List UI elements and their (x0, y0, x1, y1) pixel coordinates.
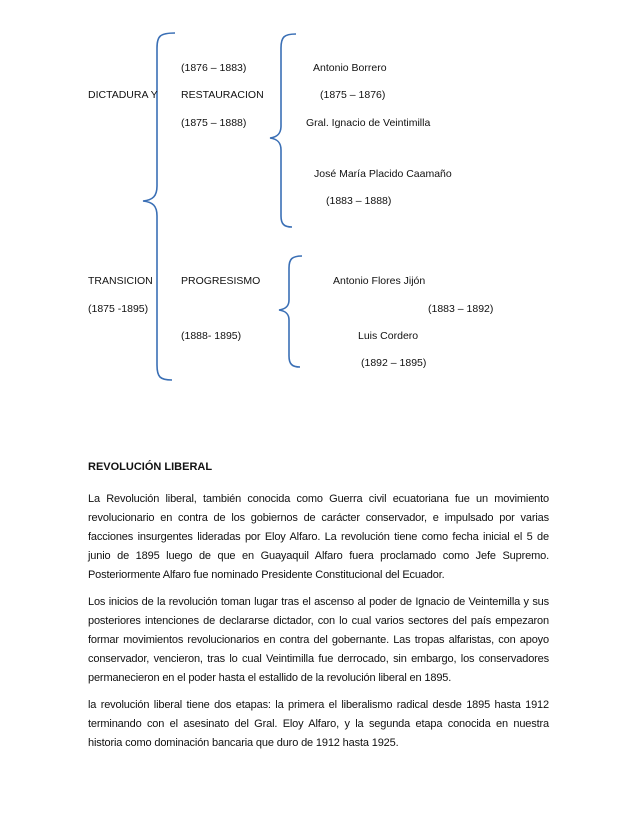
main-brace (143, 33, 175, 380)
paragraph: La Revolución liberal, también conocida como Guerra civil ecuatoriana fue un movimiento revolucionario en contra de los gobiernos de carácter conservador, e impulsado por varias facciones insurgentes lideradas por Eloy Alfaro. La revolución tiene como fecha inicial el 5 de junio de 1895 luego de que en Guayaquil Alfaro fuera proclamado como Jefe Supremo. Posteriormente Alfaro fue nominado Presidente Constitucional del Ecuador. (88, 493, 549, 581)
transicion-label: TRANSICION (88, 275, 153, 287)
progresismo-years: (1888- 1895) (181, 330, 242, 342)
restauracion-years-end: (1875 – 1888) (181, 117, 247, 129)
leader-name: Antonio Flores Jijón (333, 275, 426, 287)
dictadura-label: DICTADURA Y (88, 89, 158, 101)
leader-years: (1883 – 1892) (428, 303, 494, 315)
restauracion-label: RESTAURACION (181, 89, 264, 101)
section-heading: REVOLUCIÓN LIBERAL (88, 461, 213, 473)
article-body (88, 490, 549, 761)
leader-name: Antonio Borrero (313, 62, 387, 74)
leader-name: Gral. Ignacio de Veintimilla (306, 117, 431, 129)
restauracion-brace (270, 34, 296, 227)
leader-years: (1875 – 1876) (320, 89, 386, 101)
leader-years: (1892 – 1895) (361, 357, 427, 369)
leader-name: Luis Cordero (358, 330, 419, 342)
paragraph: la revolución liberal tiene dos etapas: la primera el liberalismo radical desde 1895 hasta 1912 terminando con el asesinato del Gral. Eloy Alfaro, y la segunda etapa conocida en nuestra historia como dominación bancaria que duro de 1912 hasta 1925. (88, 699, 549, 749)
leader-years: (1883 – 1888) (326, 195, 392, 207)
leader-name: José María Placido Caamaño (314, 168, 452, 180)
progresismo-label: PROGRESISMO (181, 275, 261, 287)
restauracion-years-start: (1876 – 1883) (181, 62, 247, 74)
progresismo-brace (279, 256, 302, 367)
transicion-years: (1875 -1895) (88, 303, 149, 315)
paragraph: Los inicios de la revolución toman lugar tras el ascenso al poder de Ignacio de Veintemilla y sus posteriores intenciones de declararse dictador, con lo cual varios sectores del país empezaron formar movimientos revolucionarios en contra del gobernante. Las tropas alfaristas, con apoyo conservador, vencieron, tras lo cual Veintimilla fue derrocado, sin embargo, los conservadores permanecieron en el poder hasta el estallido de la revolución liberal en 1895. (88, 596, 549, 684)
